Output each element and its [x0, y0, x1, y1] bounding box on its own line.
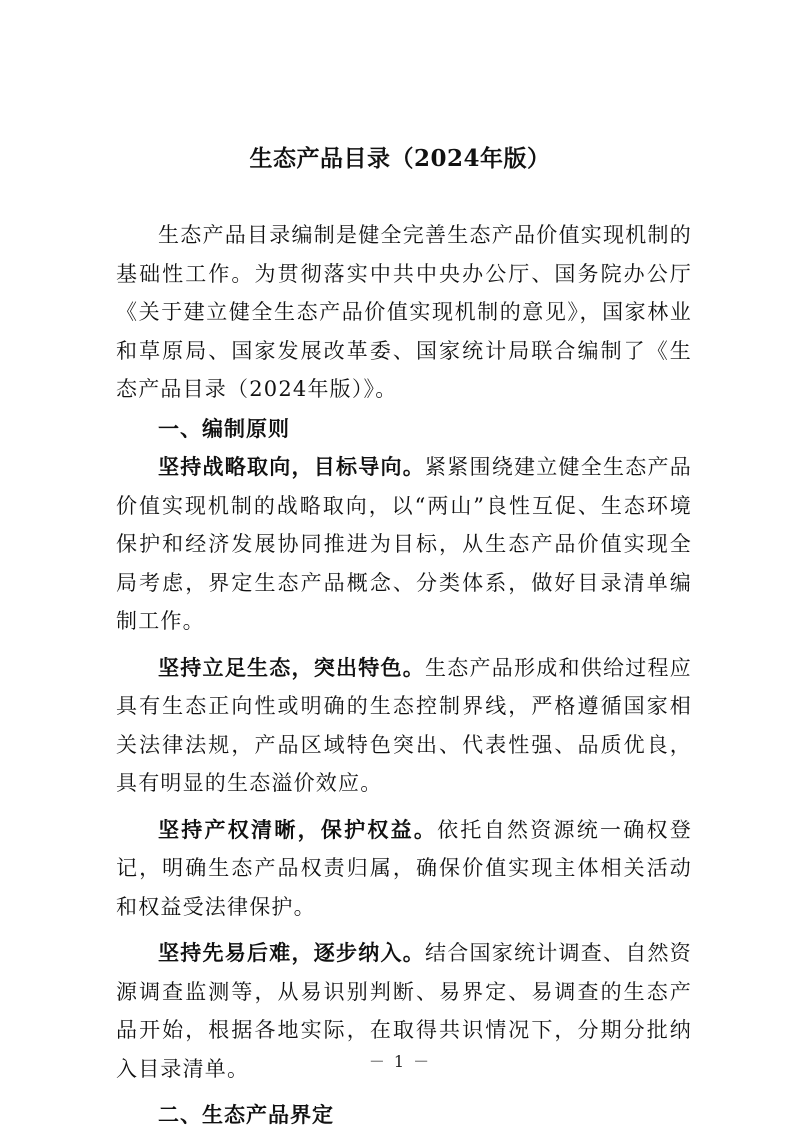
- document-body: [116, 216, 692, 1135]
- document-title: 生态产品目录（2024年版）: [249, 145, 551, 172]
- principle-lead-3: 坚持产权清晰，保护权益。: [158, 816, 438, 842]
- principle-paragraph-3: [116, 811, 692, 927]
- principle-paragraph-2: [116, 649, 692, 803]
- principle-text-4: 结合国家统计调查、自然资源调查监测等，从易识别判断、易界定、易调查的生态产品开始，根据各地实际，在取得共识情况下，分期分批纳入目录清单。: [116, 941, 692, 1081]
- principle-lead-2: 坚持立足生态，突出特色。: [158, 654, 426, 680]
- principle-text-3: 依托自然资源统一确权登记，明确生态产品权责归属，确保价值实现主体相关活动和权益受法律保护。: [116, 817, 693, 919]
- principle-paragraph-1: [116, 448, 692, 641]
- section-heading-principles: 一、编制原则: [158, 415, 290, 441]
- principle-lead-1: 坚持战略取向，目标导向。: [158, 454, 426, 479]
- principle-lead-4: 坚持先易后难，逐步纳入。: [158, 940, 426, 965]
- principle-text-2: 生态产品形成和供给过程应具有生态正向性或明确的生态控制界线，严格遵循国家相关法律法规，产品区域特色突出、代表性强、品质优良，具有明显的生态溢价效应。: [116, 655, 692, 795]
- intro-paragraph: 生态产品目录编制是健全完善生态产品价值实现机制的基础性工作。为贯彻落实中共中央办公厅、国务院办公厅《关于建立健全生态产品价值实现机制的意见》，国家林业和草原局、国家发展改革委、国家统计局联合编制了《生态产品目录（2024年版）》。: [116, 223, 692, 401]
- principle-text-1: 紧紧围绕建立健全生态产品价值实现机制的战略取向，以“两山”良性互促、生态环境保护和经济发展协同推进为目标，从生态产品价值实现全局考虑，界定生态产品概念、分类体系，做好目录清单编制工作。: [116, 455, 692, 633]
- page-number: － 1 －: [368, 1052, 432, 1071]
- section-heading-definition: 二、生态产品界定: [158, 1102, 334, 1127]
